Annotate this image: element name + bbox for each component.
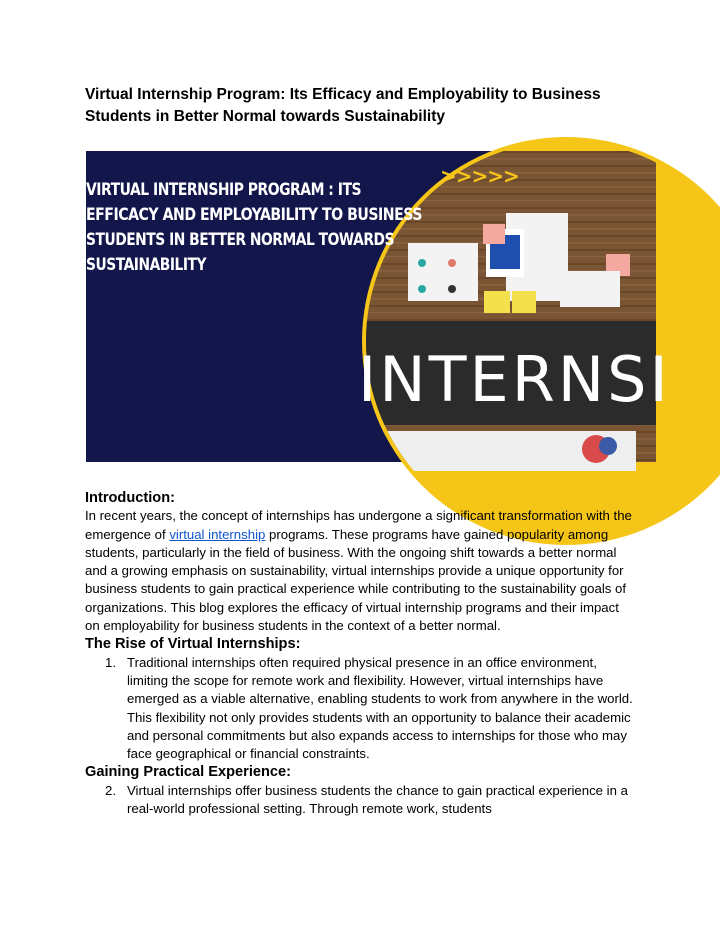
- intro-text-end: programs. These programs have gained popularity among students, particularly in the field of business. With the ongoing shift towards a better normal and a growing emphasis on sustainability, virtual internships provide a unique opportunity for business students to gain practical experience while contributing to the sustainability goals of organizations. This blog explores the efficacy of virtual internship programs and their impact on employability for business students in the context of a better normal.: [85, 526, 627, 634]
- hero-illustration: [86, 151, 671, 462]
- list-item: [85, 782, 635, 819]
- headline-line-4: SUSTAINABILITY: [86, 255, 208, 275]
- list-practical: [85, 782, 635, 819]
- article-body: [85, 489, 635, 818]
- section-heading-practical: Gaining Practical Experience:: [85, 764, 292, 781]
- section-heading-introduction: Introduction:: [85, 490, 175, 506]
- headline-line-3: STUDENTS IN BETTER NORMAL TOWARDS: [86, 230, 394, 250]
- headline-line-2: EFFICACY AND EMPLOYABILITY TO BUSINESS: [86, 205, 422, 225]
- hero-image: [86, 151, 671, 462]
- list-rise: [85, 654, 635, 764]
- sign-text: INTERNSI: [358, 343, 671, 416]
- document-title: Virtual Internship Program: Its Efficacy and Employability to Business Students in Better Normal towards Sustainability: [85, 86, 601, 125]
- list-item-text: Virtual internships offer business students the chance to gain practical experience in a real-world professional setting. Through remote work, students: [127, 782, 628, 817]
- list-item-text: Traditional internships often required physical presence in an office environment, limiting the scope for remote work and flexibility. However, virtual internships have emerged as a viable alternative, enabling students to work from anywhere in the world. This flexibility not only provides students with an opportunity to balance their academic and personal commitments but also expands access to internships for those who may face geographical or financial constraints.: [127, 654, 633, 762]
- introduction-paragraph: [85, 507, 635, 635]
- virtual-internship-link[interactable]: virtual internship: [169, 526, 266, 542]
- section-heading-rise: The Rise of Virtual Internships:: [85, 636, 301, 653]
- intro-text-start: In recent years, the concept of internships has undergone a significant transformation with the emergence of: [85, 508, 632, 542]
- list-number: 2.: [105, 782, 116, 798]
- list-item: [85, 654, 635, 764]
- list-number: 1.: [105, 654, 116, 670]
- headline-line-1: VIRTUAL INTERNSHIP PROGRAM : ITS: [86, 180, 361, 200]
- chevrons: >>>>>: [440, 164, 519, 188]
